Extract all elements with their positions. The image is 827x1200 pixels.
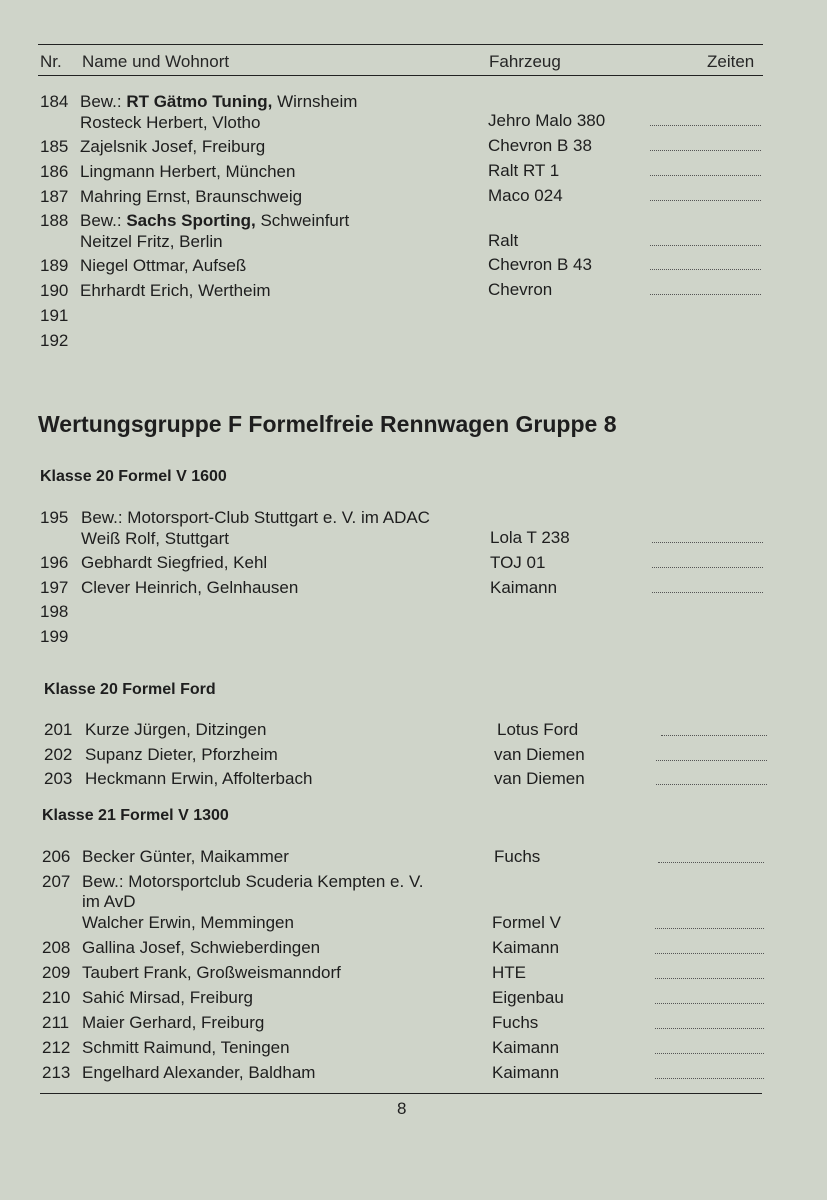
entry-number: 208 [42, 938, 71, 957]
entry-number: 206 [42, 847, 71, 866]
header-vehicle: Fahrzeug [489, 52, 561, 71]
entry-number: 210 [42, 988, 71, 1007]
vehicle: Lotus Ford [497, 720, 579, 739]
entry-number: 201 [44, 720, 73, 739]
time-field [650, 269, 761, 270]
vehicle: Fuchs [494, 847, 541, 866]
vehicle: Lola T 238 [490, 528, 570, 547]
entrant-line: Bew.: Sachs Sporting, Schweinfurt [80, 211, 350, 230]
entrant-line: Bew.: Motorsport-Club Stuttgart e. V. im ADAC [81, 508, 430, 527]
header-nr: Nr. [40, 52, 62, 71]
entrant-line: Bew.: RT Gätmo Tuning, Wirnsheim [80, 92, 358, 111]
time-field [655, 1028, 764, 1029]
class-heading: Klasse 20 Formel Ford [44, 681, 216, 698]
class-heading: Klasse 20 Formel V 1600 [40, 468, 227, 485]
entry-number: 185 [40, 137, 69, 156]
entry-number: 190 [40, 281, 69, 300]
driver-name: Rosteck Herbert, Vlotho [80, 113, 261, 132]
time-field [652, 542, 763, 543]
driver-name: Mahring Ernst, Braunschweig [80, 187, 303, 206]
vehicle: Formel V [492, 913, 561, 932]
vehicle: Ralt [488, 231, 519, 250]
time-field [650, 200, 761, 201]
header-rule [38, 75, 763, 76]
time-field [658, 862, 764, 863]
class-heading: Klasse 21 Formel V 1300 [42, 807, 229, 824]
driver-name: Sahić Mirsad, Freiburg [82, 988, 254, 1007]
time-field [652, 592, 763, 593]
entry-number: 188 [40, 211, 69, 230]
vehicle: van Diemen [494, 769, 585, 788]
driver-name: Taubert Frank, Großweismanndorf [82, 963, 341, 982]
driver-name: Zajelsnik Josef, Freiburg [80, 137, 266, 156]
group-title: Wertungsgruppe F Formelfreie Rennwagen Gruppe 8 [38, 411, 617, 437]
driver-name: Kurze Jürgen, Ditzingen [85, 720, 267, 739]
entrant-line: Bew.: Motorsportclub Scuderia Kempten e. V. [82, 872, 424, 891]
vehicle: Fuchs [492, 1013, 539, 1032]
time-field [655, 1003, 764, 1004]
top-rule [38, 44, 763, 45]
vehicle: Kaimann [492, 1063, 560, 1082]
driver-name: Schmitt Raimund, Teningen [82, 1038, 290, 1057]
time-field [650, 150, 761, 151]
entry-number: 186 [40, 162, 69, 181]
driver-name: Walcher Erwin, Memmingen [82, 913, 294, 932]
vehicle: Chevron B 38 [488, 136, 592, 155]
entry-number: 212 [42, 1038, 71, 1057]
page-number: 8 [397, 1099, 407, 1118]
entry-number: 203 [44, 769, 73, 788]
entry-number: 184 [40, 92, 69, 111]
header-times: Zeiten [707, 52, 755, 71]
driver-name: Engelhard Alexander, Baldham [82, 1063, 316, 1082]
entry-number: 187 [40, 187, 69, 206]
entry-number: 209 [42, 963, 71, 982]
entry-number: 199 [40, 627, 69, 646]
vehicle: Chevron B 43 [488, 255, 592, 274]
driver-name: Gebhardt Siegfried, Kehl [81, 553, 268, 572]
driver-name: Lingmann Herbert, München [80, 162, 296, 181]
entry-number: 196 [40, 553, 69, 572]
entry-number: 211 [42, 1013, 70, 1032]
vehicle: Kaimann [492, 1038, 560, 1057]
time-field [655, 978, 764, 979]
time-field [655, 928, 764, 929]
time-field [656, 760, 767, 761]
header-name: Name und Wohnort [82, 52, 230, 71]
vehicle: Kaimann [490, 578, 558, 597]
entry-number: 197 [40, 578, 69, 597]
time-field [655, 953, 764, 954]
vehicle: Chevron [488, 280, 553, 299]
time-field [650, 175, 761, 176]
driver-name: Weiß Rolf, Stuttgart [81, 529, 230, 548]
time-field [661, 735, 767, 736]
vehicle: Eigenbau [492, 988, 564, 1007]
time-field [650, 125, 761, 126]
time-field [650, 294, 761, 295]
vehicle: Jehro Malo 380 [488, 111, 606, 130]
driver-name: Gallina Josef, Schwieberdingen [82, 938, 321, 957]
driver-name: Niegel Ottmar, Aufseß [80, 256, 247, 275]
entry-number: 195 [40, 508, 69, 527]
time-field [652, 567, 763, 568]
driver-name: Clever Heinrich, Gelnhausen [81, 578, 299, 597]
driver-name: Becker Günter, Maikammer [82, 847, 289, 866]
time-field [655, 1053, 764, 1054]
vehicle: van Diemen [494, 745, 585, 764]
entry-number: 213 [42, 1063, 71, 1082]
entry-number: 198 [40, 602, 69, 621]
entry-number: 202 [44, 745, 73, 764]
driver-name: Supanz Dieter, Pforzheim [85, 745, 278, 764]
entry-number: 191 [40, 306, 69, 325]
entry-number: 192 [40, 331, 69, 350]
time-field [655, 1078, 764, 1079]
time-field [656, 784, 767, 785]
entrant-line-cont: im AvD [82, 892, 136, 911]
entry-number: 207 [42, 872, 71, 891]
vehicle: HTE [492, 963, 526, 982]
driver-name: Neitzel Fritz, Berlin [80, 232, 223, 251]
driver-name: Maier Gerhard, Freiburg [82, 1013, 265, 1032]
entry-number: 189 [40, 256, 69, 275]
vehicle: Maco 024 [488, 186, 563, 205]
time-field [650, 245, 761, 246]
vehicle: TOJ 01 [490, 553, 546, 572]
vehicle: Kaimann [492, 938, 560, 957]
driver-name: Heckmann Erwin, Affolterbach [85, 769, 313, 788]
vehicle: Ralt RT 1 [488, 161, 560, 180]
driver-name: Ehrhardt Erich, Wertheim [80, 281, 271, 300]
bottom-rule [40, 1093, 762, 1094]
